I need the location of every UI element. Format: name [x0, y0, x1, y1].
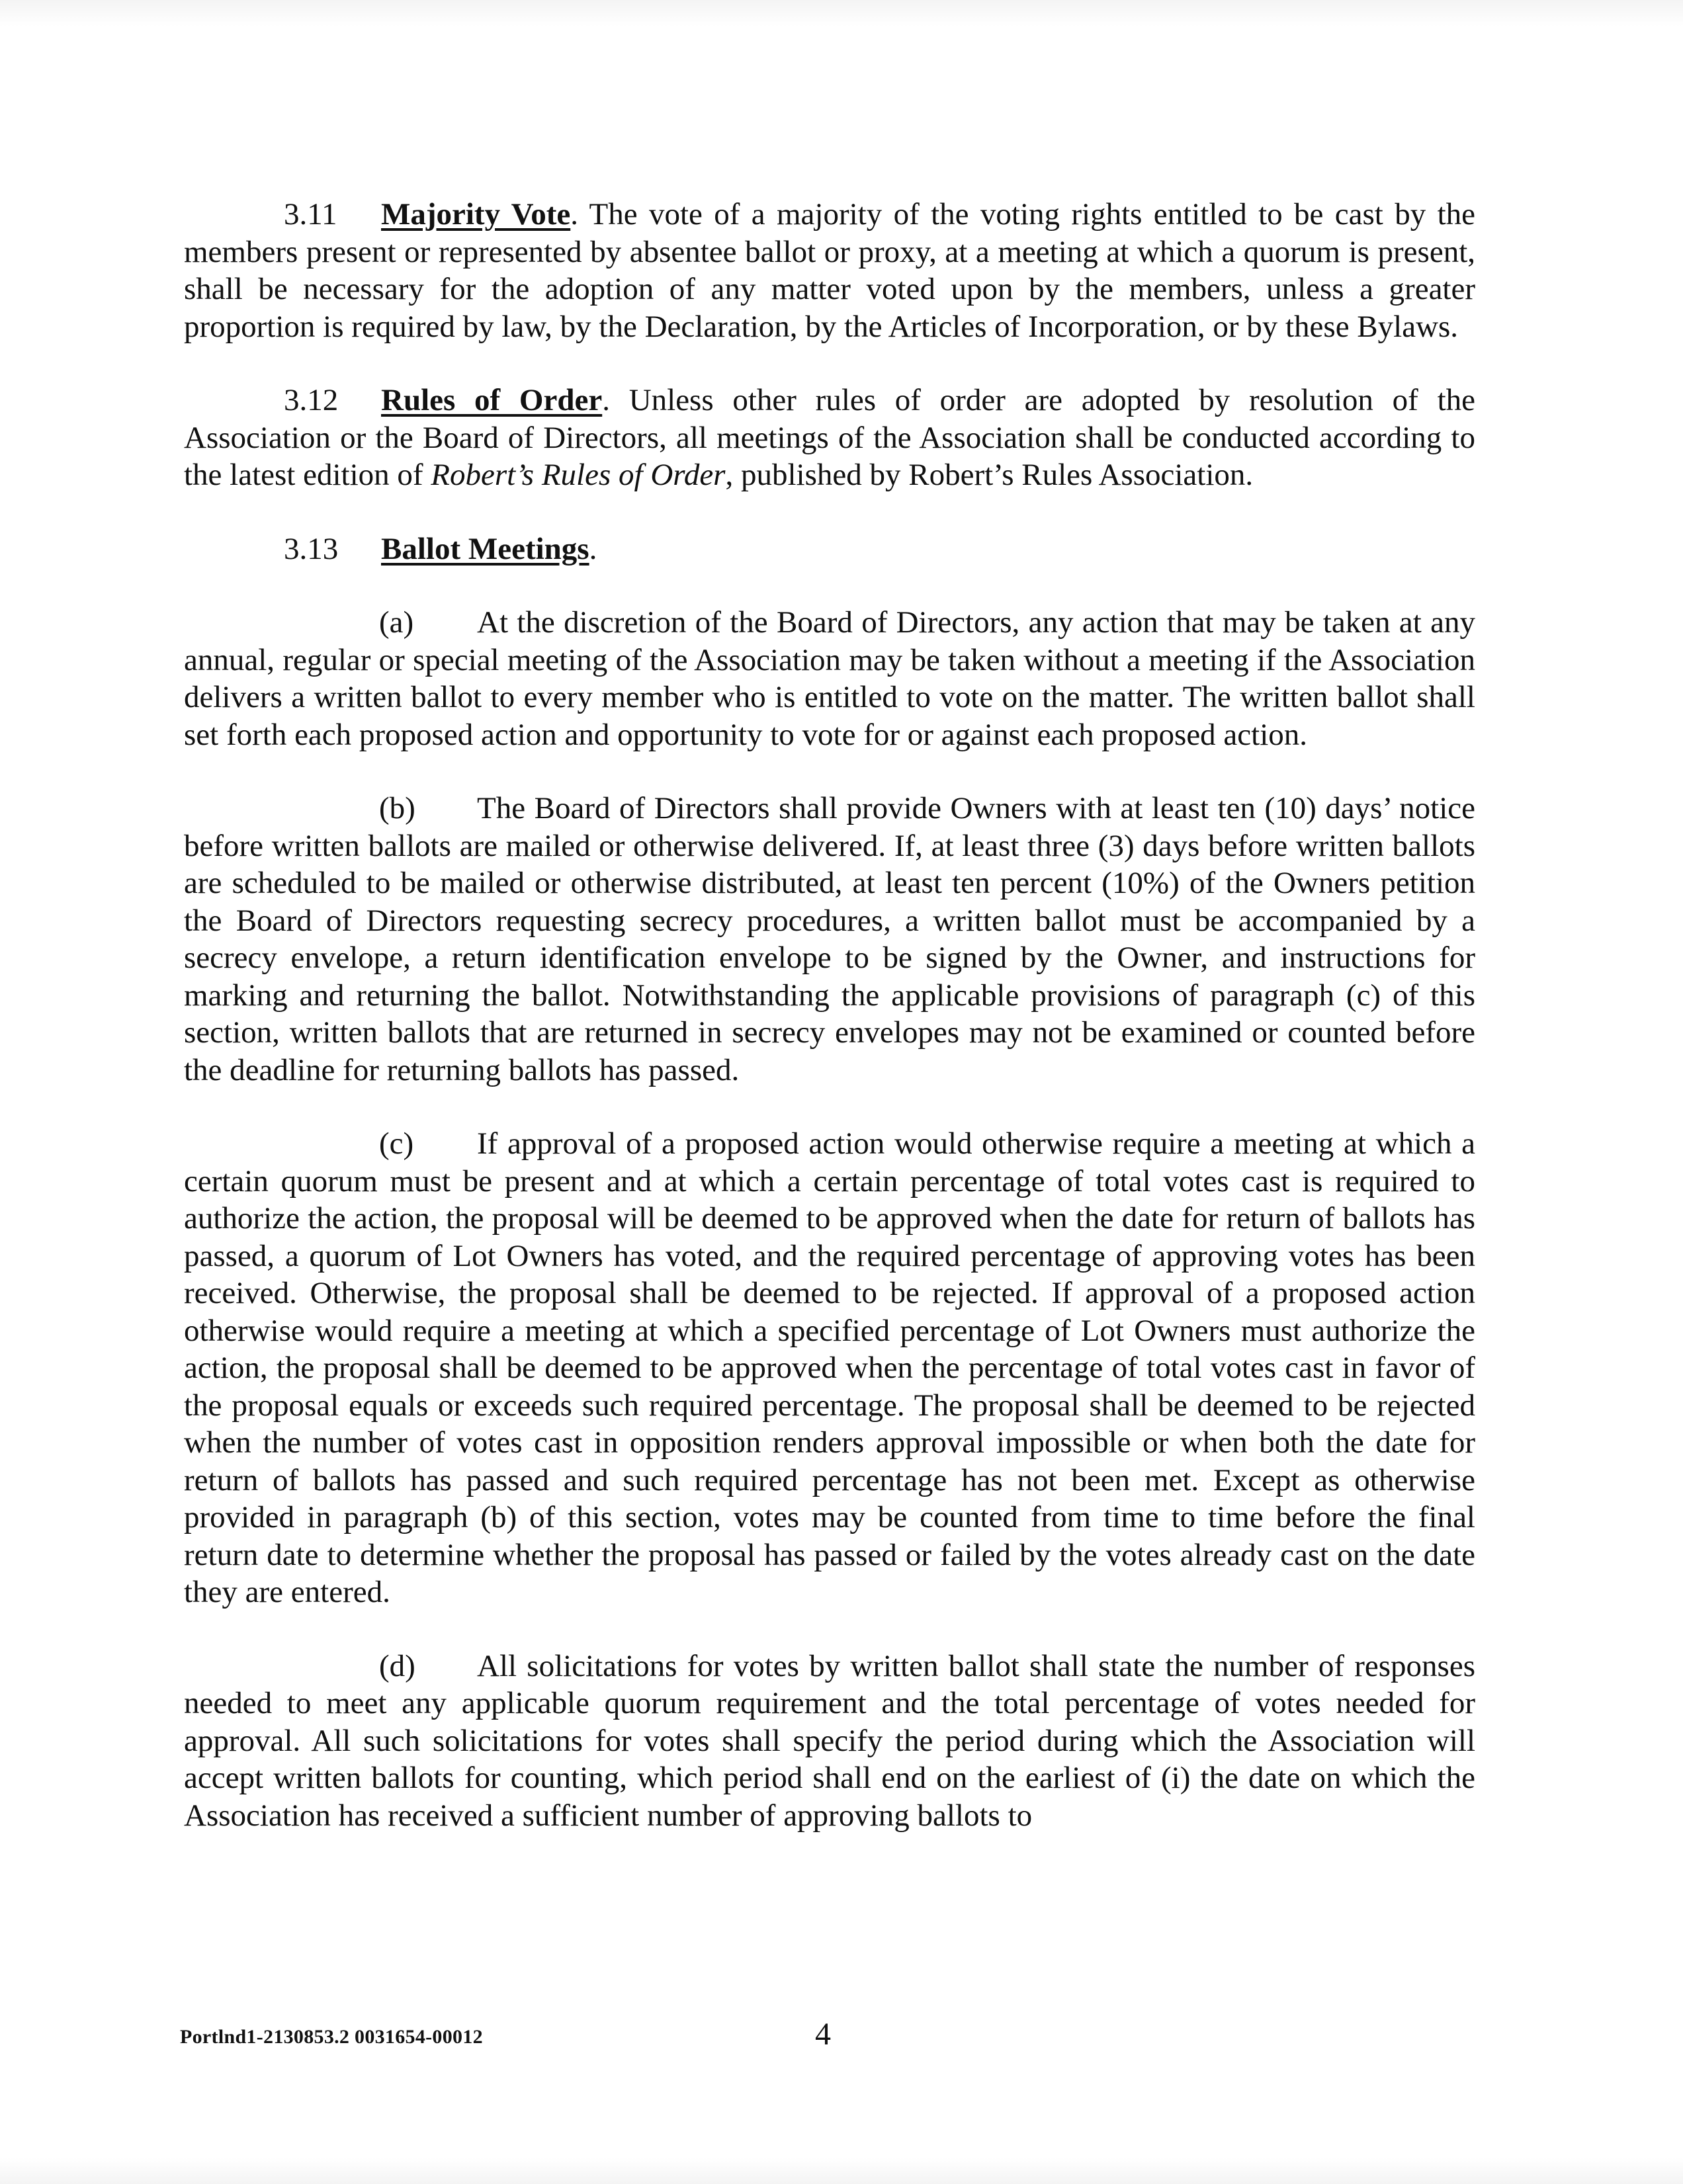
section-3-11	[184, 196, 1475, 345]
section-text-end: , published by Robert’s Rules Association.	[725, 458, 1254, 492]
section-number: 3.11	[284, 197, 337, 231]
section-heading: Rules of Order	[381, 383, 603, 417]
section-text: . Unless other rules of order are adopted by resolution of the Association or the Board of Directors, all meetings of the Association shall be conducted according to the latest edition of	[184, 383, 1475, 492]
subsection-text: All solicitations for votes by written ballot shall state the number of responses needed to meet any applicable quorum requirement and the total percentage of votes needed for approval. All such solicitations for votes shall specify the period during which the Association will accept written ballots for counting, which period shall end on the earliest of (i) the date on which the Association has received a sufficient number of approving ballots to	[184, 1648, 1475, 1833]
subsection-label: (d)	[379, 1648, 415, 1683]
rules-title-italic: Robert’s Rules of Order	[431, 458, 726, 492]
subsection-text: If approval of a proposed action would otherwise require a meeting at which a certain quorum must be present and at which a certain percentage of total votes cast is required to authorize the action, the proposal will be deemed to be approved when the date for return of ballots has passed, a quorum of Lot Owners has voted, and the required percentage of approving votes has been received. Otherwise, the proposal shall be deemed to be rejected. If approval of a proposed action otherwise would require a meeting at which a specified percentage of Lot Owners must authorize the action, the proposal shall be deemed to be approved when the percentage of total votes cast in favor of the proposal equals or exceeds such required percentage. The proposal shall be deemed to be rejected when the number of votes cast in opposition renders approval impossible or when both the date for return of ballots has passed and such required percentage has not been met. Except as otherwise provided in paragraph (b) of this section, votes may be counted from time to time before the final return date to determine whether the proposal has passed or failed by the votes already cast on the date they are entered.	[184, 1126, 1475, 1609]
subsection-text: The Board of Directors shall provide Owners with at least ten (10) days’ notice before written ballots are mailed or otherwise delivered. If, at least three (3) days before written ballots are scheduled to be mailed or otherwise distributed, at least ten percent (10%) of the Owners petition the Board of Directors requesting secrecy procedures, a written ballot must be accompanied by a secrecy envelope, a return identification envelope to be signed by the Owner, and instructions for marking and returning the ballot. Notwithstanding the applicable provisions of paragraph (c) of this section, written ballots that are returned in secrecy envelopes may not be examined or counted before the deadline for returning ballots has passed.	[184, 791, 1475, 1087]
subsection-c	[184, 1125, 1475, 1611]
scan-edge-bottom	[0, 2158, 1683, 2184]
subsection-label: (c)	[379, 1126, 414, 1161]
section-number: 3.13	[284, 531, 339, 566]
section-heading: Majority Vote	[381, 197, 571, 231]
page-number: 4	[815, 2017, 831, 2052]
document-body	[184, 196, 1475, 1870]
heading-period: .	[589, 531, 597, 566]
subsection-d	[184, 1648, 1475, 1835]
subsection-text: At the discretion of the Board of Directors, any action that may be taken at any annual, regular or special meeting of the Association may be taken without a meeting if the Association delivers a written ballot to every member who is entitled to vote on the matter. The written ballot shall set forth each proposed action and opportunity to vote for or against each proposed action.	[184, 605, 1475, 752]
section-3-12	[184, 382, 1475, 494]
footer-document-id: Portlnd1-2130853.2 0031654-00012	[180, 2026, 483, 2048]
subsection-label: (b)	[379, 791, 415, 825]
section-number: 3.12	[284, 383, 339, 417]
subsection-a	[184, 604, 1475, 753]
subsection-label: (a)	[379, 605, 414, 640]
section-3-13	[184, 530, 1475, 568]
subsection-b	[184, 790, 1475, 1089]
section-heading: Ballot Meetings	[381, 531, 589, 566]
scan-edge-top	[0, 0, 1683, 26]
section-text: . The vote of a majority of the voting rights entitled to be cast by the members present or represented by absentee ballot or proxy, at a meeting at which a quorum is present, shall be necessary for the adoption of any matter voted upon by the members, unless a greater proportion is required by law, by the Declaration, by the Articles of Incorporation, or by these Bylaws.	[184, 197, 1475, 344]
